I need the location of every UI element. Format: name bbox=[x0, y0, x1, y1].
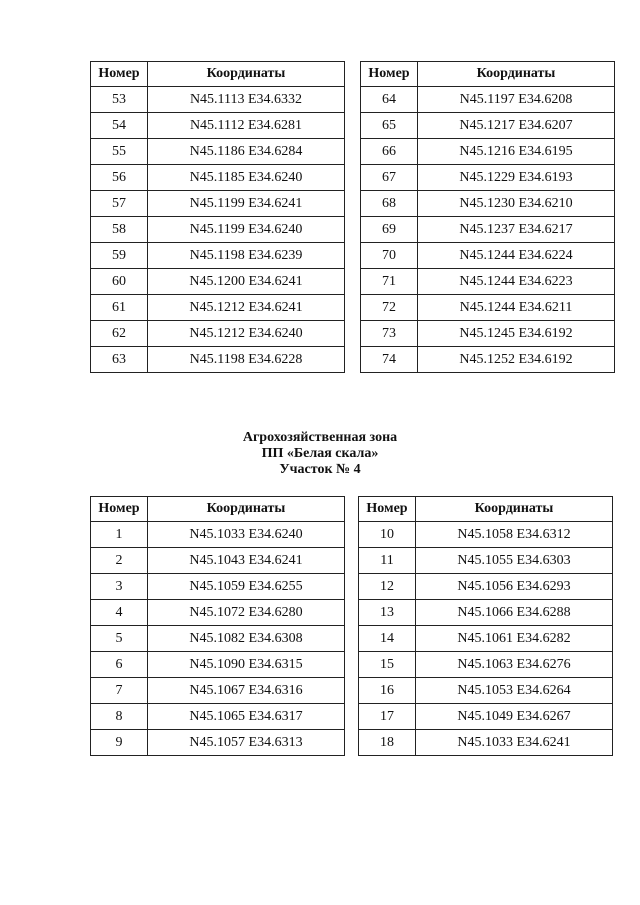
table-row bbox=[91, 269, 345, 295]
coordinates-cell: N45.1055 E34.6303 bbox=[416, 548, 613, 574]
coordinates-table-points-64-74 bbox=[360, 61, 615, 373]
coordinates-cell: N45.1049 E34.6267 bbox=[416, 704, 613, 730]
coordinates-table-points-10-18 bbox=[358, 496, 613, 756]
table-row bbox=[91, 347, 345, 373]
coordinates-cell: N45.1072 E34.6280 bbox=[148, 600, 345, 626]
point-number-cell: 69 bbox=[361, 217, 418, 243]
point-number-cell: 17 bbox=[359, 704, 416, 730]
coordinates-cell: N45.1067 E34.6316 bbox=[148, 678, 345, 704]
column-header-number: Номер bbox=[91, 62, 148, 87]
coordinates-cell: N45.1212 E34.6240 bbox=[148, 321, 345, 347]
table-row bbox=[361, 139, 615, 165]
coordinates-table-points-53-63 bbox=[90, 61, 345, 373]
column-header-number: Номер bbox=[359, 497, 416, 522]
point-number-cell: 13 bbox=[359, 600, 416, 626]
point-number-cell: 14 bbox=[359, 626, 416, 652]
column-header-coordinates: Координаты bbox=[418, 62, 615, 87]
point-number-cell: 74 bbox=[361, 347, 418, 373]
coordinates-cell: N45.1216 E34.6195 bbox=[418, 139, 615, 165]
point-number-cell: 59 bbox=[91, 243, 148, 269]
column-header-number: Номер bbox=[361, 62, 418, 87]
table-row bbox=[91, 626, 345, 652]
table-row bbox=[91, 295, 345, 321]
coordinates-cell: N45.1113 E34.6332 bbox=[148, 87, 345, 113]
coordinates-cell: N45.1065 E34.6317 bbox=[148, 704, 345, 730]
point-number-cell: 66 bbox=[361, 139, 418, 165]
column-header-coordinates: Координаты bbox=[148, 62, 345, 87]
coordinates-cell: N45.1033 E34.6240 bbox=[148, 522, 345, 548]
coordinates-cell: N45.1061 E34.6282 bbox=[416, 626, 613, 652]
point-number-cell: 73 bbox=[361, 321, 418, 347]
coordinates-cell: N45.1244 E34.6211 bbox=[418, 295, 615, 321]
point-number-cell: 71 bbox=[361, 269, 418, 295]
table-row bbox=[361, 217, 615, 243]
coordinates-cell: N45.1056 E34.6293 bbox=[416, 574, 613, 600]
table-row bbox=[359, 626, 613, 652]
point-number-cell: 5 bbox=[91, 626, 148, 652]
table-row bbox=[91, 139, 345, 165]
point-number-cell: 55 bbox=[91, 139, 148, 165]
point-number-cell: 7 bbox=[91, 678, 148, 704]
column-header-number: Номер bbox=[91, 497, 148, 522]
table-row bbox=[361, 113, 615, 139]
point-number-cell: 9 bbox=[91, 730, 148, 756]
coordinates-cell: N45.1197 E34.6208 bbox=[418, 87, 615, 113]
section-number: Участок № 4 bbox=[279, 462, 361, 477]
point-number-cell: 60 bbox=[91, 269, 148, 295]
table-row bbox=[359, 652, 613, 678]
point-number-cell: 4 bbox=[91, 600, 148, 626]
table-row bbox=[91, 243, 345, 269]
coordinates-table-points-1-9 bbox=[90, 496, 345, 756]
coordinates-cell: N45.1237 E34.6217 bbox=[418, 217, 615, 243]
table-row bbox=[91, 600, 345, 626]
table-row bbox=[91, 652, 345, 678]
point-number-cell: 53 bbox=[91, 87, 148, 113]
coordinates-cell: N45.1229 E34.6193 bbox=[418, 165, 615, 191]
point-number-cell: 2 bbox=[91, 548, 148, 574]
point-number-cell: 10 bbox=[359, 522, 416, 548]
table-row bbox=[361, 295, 615, 321]
coordinates-cell: N45.1059 E34.6255 bbox=[148, 574, 345, 600]
table-header-row bbox=[91, 497, 345, 522]
point-number-cell: 3 bbox=[91, 574, 148, 600]
point-number-cell: 68 bbox=[361, 191, 418, 217]
point-number-cell: 63 bbox=[91, 347, 148, 373]
coordinates-cell: N45.1082 E34.6308 bbox=[148, 626, 345, 652]
coordinates-cell: N45.1245 E34.6192 bbox=[418, 321, 615, 347]
coordinates-cell: N45.1212 E34.6241 bbox=[148, 295, 345, 321]
point-number-cell: 15 bbox=[359, 652, 416, 678]
coordinates-cell: N45.1198 E34.6239 bbox=[148, 243, 345, 269]
point-number-cell: 58 bbox=[91, 217, 148, 243]
point-number-cell: 57 bbox=[91, 191, 148, 217]
coordinates-cell: N45.1230 E34.6210 bbox=[418, 191, 615, 217]
point-number-cell: 61 bbox=[91, 295, 148, 321]
table-row bbox=[361, 165, 615, 191]
table-row bbox=[91, 87, 345, 113]
table-row bbox=[361, 191, 615, 217]
coordinates-cell: N45.1053 E34.6264 bbox=[416, 678, 613, 704]
table-header-row bbox=[361, 62, 615, 87]
coordinates-cell: N45.1043 E34.6241 bbox=[148, 548, 345, 574]
table-row bbox=[91, 678, 345, 704]
table-row bbox=[91, 191, 345, 217]
coordinates-cell: N45.1185 E34.6240 bbox=[148, 165, 345, 191]
point-number-cell: 8 bbox=[91, 704, 148, 730]
point-number-cell: 67 bbox=[361, 165, 418, 191]
coordinates-cell: N45.1112 E34.6281 bbox=[148, 113, 345, 139]
table-row bbox=[359, 730, 613, 756]
table-row bbox=[91, 217, 345, 243]
table-row bbox=[91, 113, 345, 139]
table-row bbox=[361, 243, 615, 269]
coordinates-cell: N45.1199 E34.6241 bbox=[148, 191, 345, 217]
zone-title: Агрохозяйственная зона bbox=[242, 430, 398, 445]
table-row bbox=[361, 87, 615, 113]
table-row bbox=[91, 704, 345, 730]
coordinates-cell: N45.1057 E34.6313 bbox=[148, 730, 345, 756]
coordinates-cell: N45.1090 E34.6315 bbox=[148, 652, 345, 678]
point-number-cell: 56 bbox=[91, 165, 148, 191]
table-row bbox=[91, 522, 345, 548]
table-row bbox=[361, 321, 615, 347]
point-number-cell: 16 bbox=[359, 678, 416, 704]
table-row bbox=[361, 347, 615, 373]
coordinates-cell: N45.1058 E34.6312 bbox=[416, 522, 613, 548]
table-row bbox=[359, 522, 613, 548]
table-header-row bbox=[91, 62, 345, 87]
column-header-coordinates: Координаты bbox=[148, 497, 345, 522]
table-row bbox=[359, 704, 613, 730]
coordinates-cell: N45.1199 E34.6240 bbox=[148, 217, 345, 243]
coordinates-cell: N45.1217 E34.6207 bbox=[418, 113, 615, 139]
table-row bbox=[359, 600, 613, 626]
point-number-cell: 70 bbox=[361, 243, 418, 269]
coordinates-cell: N45.1186 E34.6284 bbox=[148, 139, 345, 165]
coordinates-cell: N45.1066 E34.6288 bbox=[416, 600, 613, 626]
point-number-cell: 72 bbox=[361, 295, 418, 321]
table-row bbox=[91, 165, 345, 191]
table-row bbox=[359, 548, 613, 574]
point-number-cell: 64 bbox=[361, 87, 418, 113]
point-number-cell: 1 bbox=[91, 522, 148, 548]
table-row bbox=[91, 574, 345, 600]
table-row bbox=[91, 730, 345, 756]
coordinates-cell: N45.1198 E34.6228 bbox=[148, 347, 345, 373]
zone-name: ПП «Белая скала» bbox=[261, 446, 379, 461]
table-row bbox=[359, 574, 613, 600]
coordinates-cell: N45.1063 E34.6276 bbox=[416, 652, 613, 678]
coordinates-cell: N45.1244 E34.6224 bbox=[418, 243, 615, 269]
coordinates-cell: N45.1033 E34.6241 bbox=[416, 730, 613, 756]
point-number-cell: 65 bbox=[361, 113, 418, 139]
point-number-cell: 11 bbox=[359, 548, 416, 574]
column-header-coordinates: Координаты bbox=[416, 497, 613, 522]
point-number-cell: 18 bbox=[359, 730, 416, 756]
point-number-cell: 12 bbox=[359, 574, 416, 600]
coordinates-cell: N45.1252 E34.6192 bbox=[418, 347, 615, 373]
table-row bbox=[361, 269, 615, 295]
table-header-row bbox=[359, 497, 613, 522]
table-row bbox=[91, 321, 345, 347]
table-row bbox=[91, 548, 345, 574]
table-row bbox=[359, 678, 613, 704]
coordinates-cell: N45.1200 E34.6241 bbox=[148, 269, 345, 295]
point-number-cell: 62 bbox=[91, 321, 148, 347]
coordinates-cell: N45.1244 E34.6223 bbox=[418, 269, 615, 295]
point-number-cell: 54 bbox=[91, 113, 148, 139]
point-number-cell: 6 bbox=[91, 652, 148, 678]
